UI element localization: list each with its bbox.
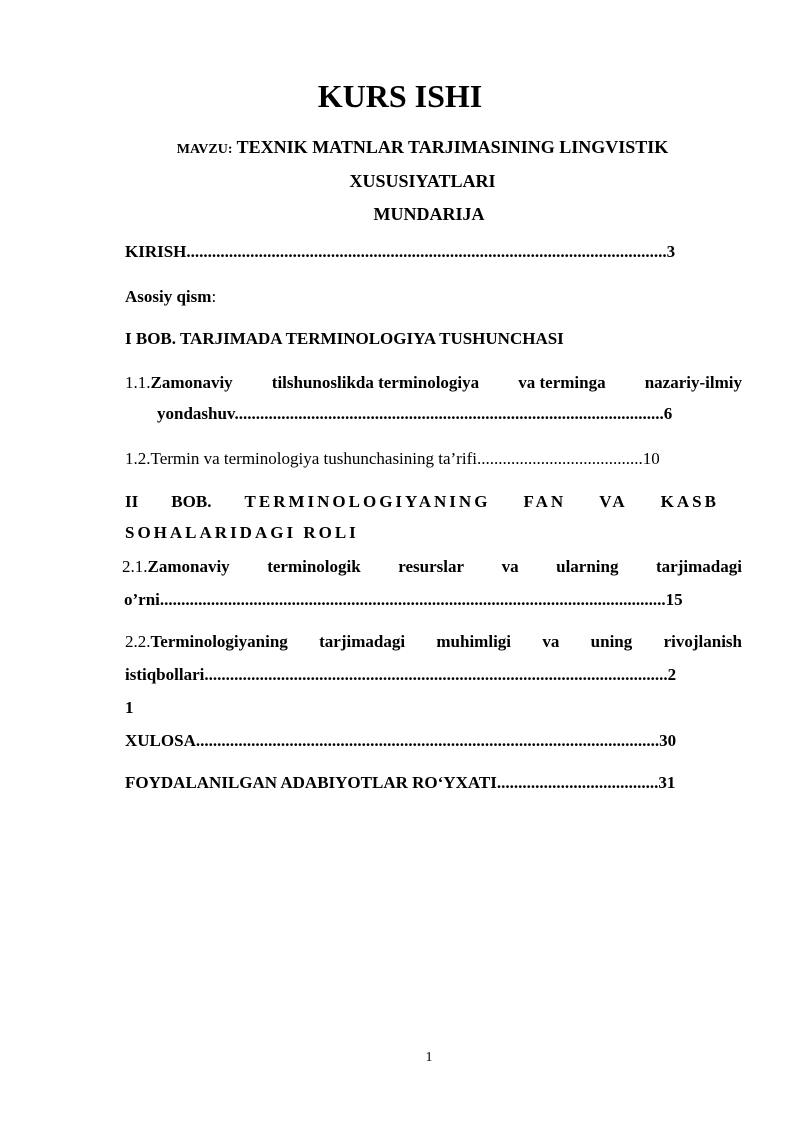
toc-chapter-2-word: VA: [599, 492, 628, 511]
toc-section-2-1-word: ularning: [556, 557, 619, 576]
toc-section-2-2-number: 2.2.: [125, 632, 151, 651]
toc-chapter-1: I BOB. TARJIMADA TERMINOLOGIYA TUSHUNCHASI: [125, 329, 564, 348]
page-number: 1: [425, 1050, 433, 1065]
toc-section-1-2-number: 1.2.: [125, 449, 151, 468]
toc-main-part-colon: :: [211, 287, 217, 306]
toc-main-part-label: Asosiy qism: [125, 287, 212, 306]
toc-section-2-2-word: rivojlanish: [663, 632, 742, 651]
toc-chapter-2-word: II: [125, 492, 139, 511]
subject-line-1: [0, 137, 800, 158]
toc-section-1-1-word: va terminga: [518, 373, 606, 392]
toc-section-2-1-word: 2.1.Zamonaviy: [122, 557, 230, 576]
toc-intro: KIRISH.................................................................................................................3: [125, 242, 676, 261]
document-title: KURS ISHI: [317, 78, 483, 114]
toc-main-part: [125, 287, 745, 307]
toc-section-1-2: [125, 449, 725, 469]
contents-heading: MUNDARIJA: [373, 204, 485, 224]
toc-section-2-1-word: tarjimadagi: [656, 557, 742, 576]
toc-chapter-2-line-2: SOHALARIDAGI ROLI: [125, 523, 359, 542]
toc-section-2-2-word: muhimligi: [436, 632, 512, 651]
toc-section-1-1-word: 1.1.Zamonaviy: [125, 373, 233, 392]
toc-section-2-2: [125, 632, 742, 652]
toc-chapter-2-word: BOB.: [171, 492, 212, 511]
toc-section-2-2-word: 2.2.Terminologiyaning: [125, 632, 288, 651]
toc-section-2-2-word: tarjimadagi: [319, 632, 406, 651]
toc-section-2-2-word: uning: [590, 632, 633, 651]
toc-section-2-1-word: terminologik: [267, 557, 361, 576]
toc-section-1-1-line-2: yondashuv.....................................................................................................6: [157, 404, 673, 423]
subject-line-2: XUSUSIYATLARI: [349, 171, 496, 191]
toc-section-2-1-word: va: [501, 557, 519, 576]
toc-conclusion: XULOSA.............................................................................................................30: [125, 731, 677, 750]
toc-section-2-2-word: va: [542, 632, 560, 651]
toc-section-2-1-word: resurslar: [398, 557, 465, 576]
toc-chapter-2-word: TERMINOLOGIYANING: [244, 492, 491, 511]
toc-section-1-1-number: 1.1.: [125, 373, 151, 392]
toc-references: FOYDALANILGAN ADABIYOTLAR RO‘YXATI......................................31: [125, 773, 676, 792]
toc-section-2-2-line-2: istiqbollari.............................................................................................................2: [125, 665, 677, 684]
toc-section-1-1-word: nazariy-ilmiy: [644, 373, 742, 392]
subject-text-1: TEXNIK MATNLAR TARJIMASINING LINGVISTIK: [236, 137, 669, 157]
subject-label: MAVZU:: [176, 142, 233, 157]
toc-section-2-1-number: 2.1.: [122, 557, 148, 576]
toc-section-1-2-text: Termin va terminologiya tushunchasining ta’rifi.......................................10: [150, 449, 660, 468]
toc-section-1-1-word: tilshunoslikda terminologiya: [271, 373, 480, 392]
toc-section-2-1-line-2: o’rni.......................................................................................................................15: [124, 590, 683, 609]
toc-section-1-1: [125, 373, 742, 393]
toc-chapter-2: [125, 492, 719, 512]
toc-section-2-1: [122, 557, 742, 577]
toc-chapter-2-word: FAN: [523, 492, 567, 511]
toc-chapter-2-word: KASB: [660, 492, 719, 511]
toc-section-2-2-line-3: 1: [125, 698, 134, 717]
